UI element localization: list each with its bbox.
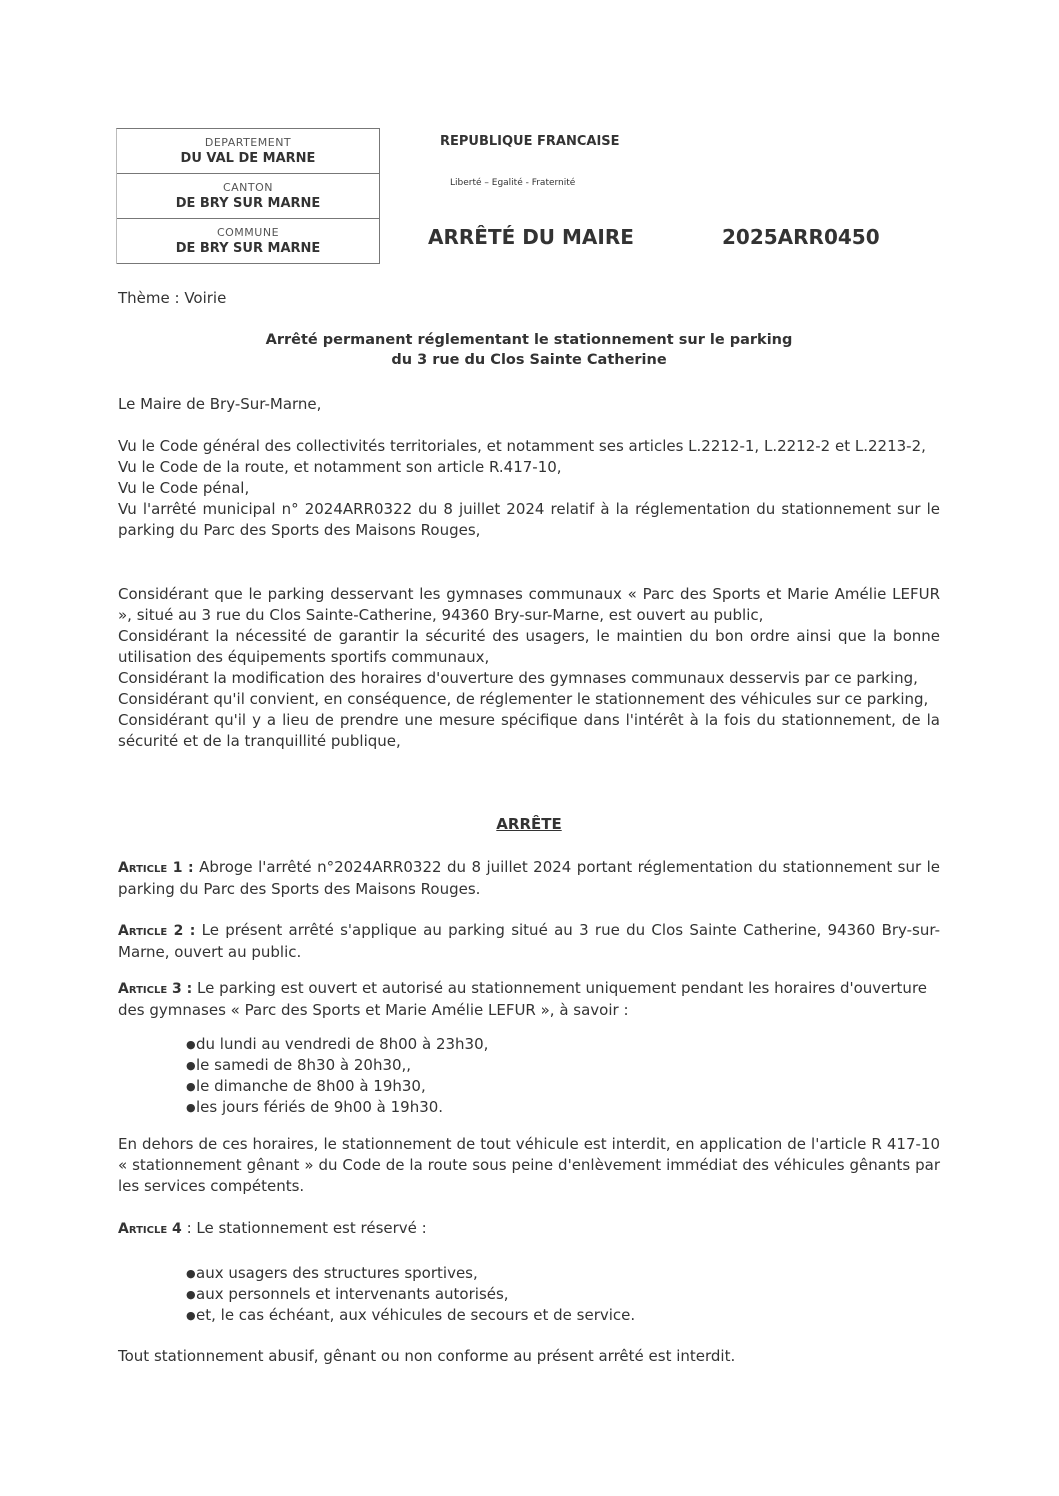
- departement-caption: DEPARTEMENT: [204, 135, 292, 149]
- article-4-text: : Le stationnement est réservé :: [181, 1219, 427, 1237]
- considerant-item: Considérant la nécessité de garantir la sécurité des usagers, le maintien du bon ordre ainsi que la bonne utilisation des équipements sportifs communaux,: [118, 627, 940, 666]
- bullet-icon: ●: [186, 1267, 196, 1280]
- article-1: [118, 857, 940, 900]
- subject-title: [118, 330, 940, 370]
- departement-cell: [117, 129, 379, 174]
- bullet-icon: ●: [186, 1101, 196, 1114]
- article-1-text: Abroge l'arrêté n°2024ARR0322 du 8 juillet 2024 portant réglementation du stationnement sur le parking du Parc des Sports des Maisons Rouges.: [118, 858, 940, 898]
- canton-cell: [117, 174, 379, 219]
- article-3: [118, 978, 940, 1021]
- article-2: [118, 920, 940, 963]
- opening-hours-text: du lundi au vendredi de 8h00 à 23h30,: [196, 1035, 489, 1053]
- vu-item: Vu le Code général des collectivités territoriales, et notamment ses articles L.2212-1, L.2212-2 et L.2213-2,: [118, 437, 926, 455]
- canton-caption: CANTON: [222, 180, 274, 194]
- opening-hours-text: le dimanche de 8h00 à 19h30,: [196, 1077, 426, 1095]
- document-number: 2025ARR0450: [722, 225, 880, 249]
- reserved-text: aux usagers des structures sportives,: [196, 1264, 478, 1282]
- commune-cell: [117, 219, 379, 264]
- arrete-heading: ARRÊTE: [496, 815, 562, 833]
- considerant-item: Considérant que le parking desservant les gymnases communaux « Parc des Sports et Marie Amélie LEFUR », situé au 3 rue du Clos Sainte-Catherine, 94360 Bry-sur-Marne, est ouvert au public,: [118, 585, 940, 624]
- considerant-item: Considérant qu'il y a lieu de prendre une mesure spécifique dans l'intérêt à la fois du stationnement, de la sécurité et de la tranquillité publique,: [118, 711, 940, 750]
- opening-hours-item: [186, 1076, 886, 1097]
- vu-item: Vu le Code pénal,: [118, 479, 250, 497]
- article-4-after: Tout stationnement abusif, gênant ou non conforme au présent arrêté est interdit.: [118, 1347, 736, 1365]
- document-type: ARRÊTÉ DU MAIRE: [428, 225, 634, 249]
- bullet-icon: ●: [186, 1059, 196, 1072]
- republic-motto: Liberté – Egalité - Fraternité: [450, 178, 576, 188]
- reserved-text: et, le cas échéant, aux véhicules de secours et de service.: [196, 1306, 636, 1324]
- bullet-icon: ●: [186, 1309, 196, 1322]
- vu-item: Vu le Code de la route, et notamment son article R.417-10,: [118, 458, 562, 476]
- bullet-icon: ●: [186, 1288, 196, 1301]
- opening-hours-text: le samedi de 8h30 à 20h30,,: [196, 1056, 412, 1074]
- mayor-line: Le Maire de Bry-Sur-Marne,: [118, 395, 322, 413]
- reserved-list: [186, 1263, 886, 1326]
- article-4-label: Article 4: [118, 1221, 182, 1237]
- considerant-section: [118, 584, 940, 752]
- canton-value: DE BRY SUR MARNE: [175, 195, 321, 211]
- commune-caption: COMMUNE: [216, 225, 280, 239]
- subject-line: du 3 rue du Clos Sainte Catherine: [391, 352, 667, 368]
- reserved-item: [186, 1305, 886, 1326]
- opening-hours-item: [186, 1055, 886, 1076]
- article-3-after: En dehors de ces horaires, le stationnement de tout véhicule est interdit, en application de l'article R 417-10 « stationnement gênant » du Code de la route sous peine d'enlèvement immédiat des véhicules gênants par les services compétents.: [118, 1135, 940, 1195]
- article-2-text: Le présent arrêté s'applique au parking situé au 3 rue du Clos Sainte Catherine, 94360 Bry-sur-Marne, ouvert au public.: [118, 921, 940, 961]
- article-3-text: Le parking est ouvert et autorisé au stationnement uniquement pendant les horaires d'ouverture des gymnases « Parc des Sports et Marie Amélie LEFUR », à savoir :: [118, 979, 928, 1019]
- considerant-item: Considérant la modification des horaires d'ouverture des gymnases communaux desservis par ce parking,: [118, 669, 918, 687]
- reserved-text: aux personnels et intervenants autorisés,: [196, 1285, 509, 1303]
- bullet-icon: ●: [186, 1038, 196, 1051]
- departement-value: DU VAL DE MARNE: [180, 150, 316, 166]
- opening-hours-list: [186, 1034, 886, 1118]
- vu-section: [118, 436, 940, 541]
- commune-value: DE BRY SUR MARNE: [175, 240, 321, 256]
- reserved-item: [186, 1263, 886, 1284]
- administrative-header-table: [116, 128, 380, 264]
- article-3-label: Article 3 :: [118, 981, 193, 997]
- opening-hours-text: les jours fériés de 9h00 à 19h30.: [196, 1098, 444, 1116]
- article-2-label: Article 2 :: [118, 923, 196, 939]
- reserved-item: [186, 1284, 886, 1305]
- article-1-label: Article 1 :: [118, 860, 194, 876]
- vu-item: Vu l'arrêté municipal n° 2024ARR0322 du 8 juillet 2024 relatif à la réglementation du stationnement sur le parking du Parc des Sports des Maisons Rouges,: [118, 500, 940, 539]
- article-4: [118, 1218, 940, 1240]
- republic-title: REPUBLIQUE FRANCAISE: [440, 134, 620, 149]
- theme-line: Thème : Voirie: [118, 289, 227, 307]
- opening-hours-item: [186, 1097, 886, 1118]
- bullet-icon: ●: [186, 1080, 196, 1093]
- subject-line: Arrêté permanent réglementant le stationnement sur le parking: [265, 332, 793, 348]
- considerant-item: Considérant qu'il convient, en conséquence, de réglementer le stationnement des véhicules sur ce parking,: [118, 690, 929, 708]
- opening-hours-item: [186, 1034, 886, 1055]
